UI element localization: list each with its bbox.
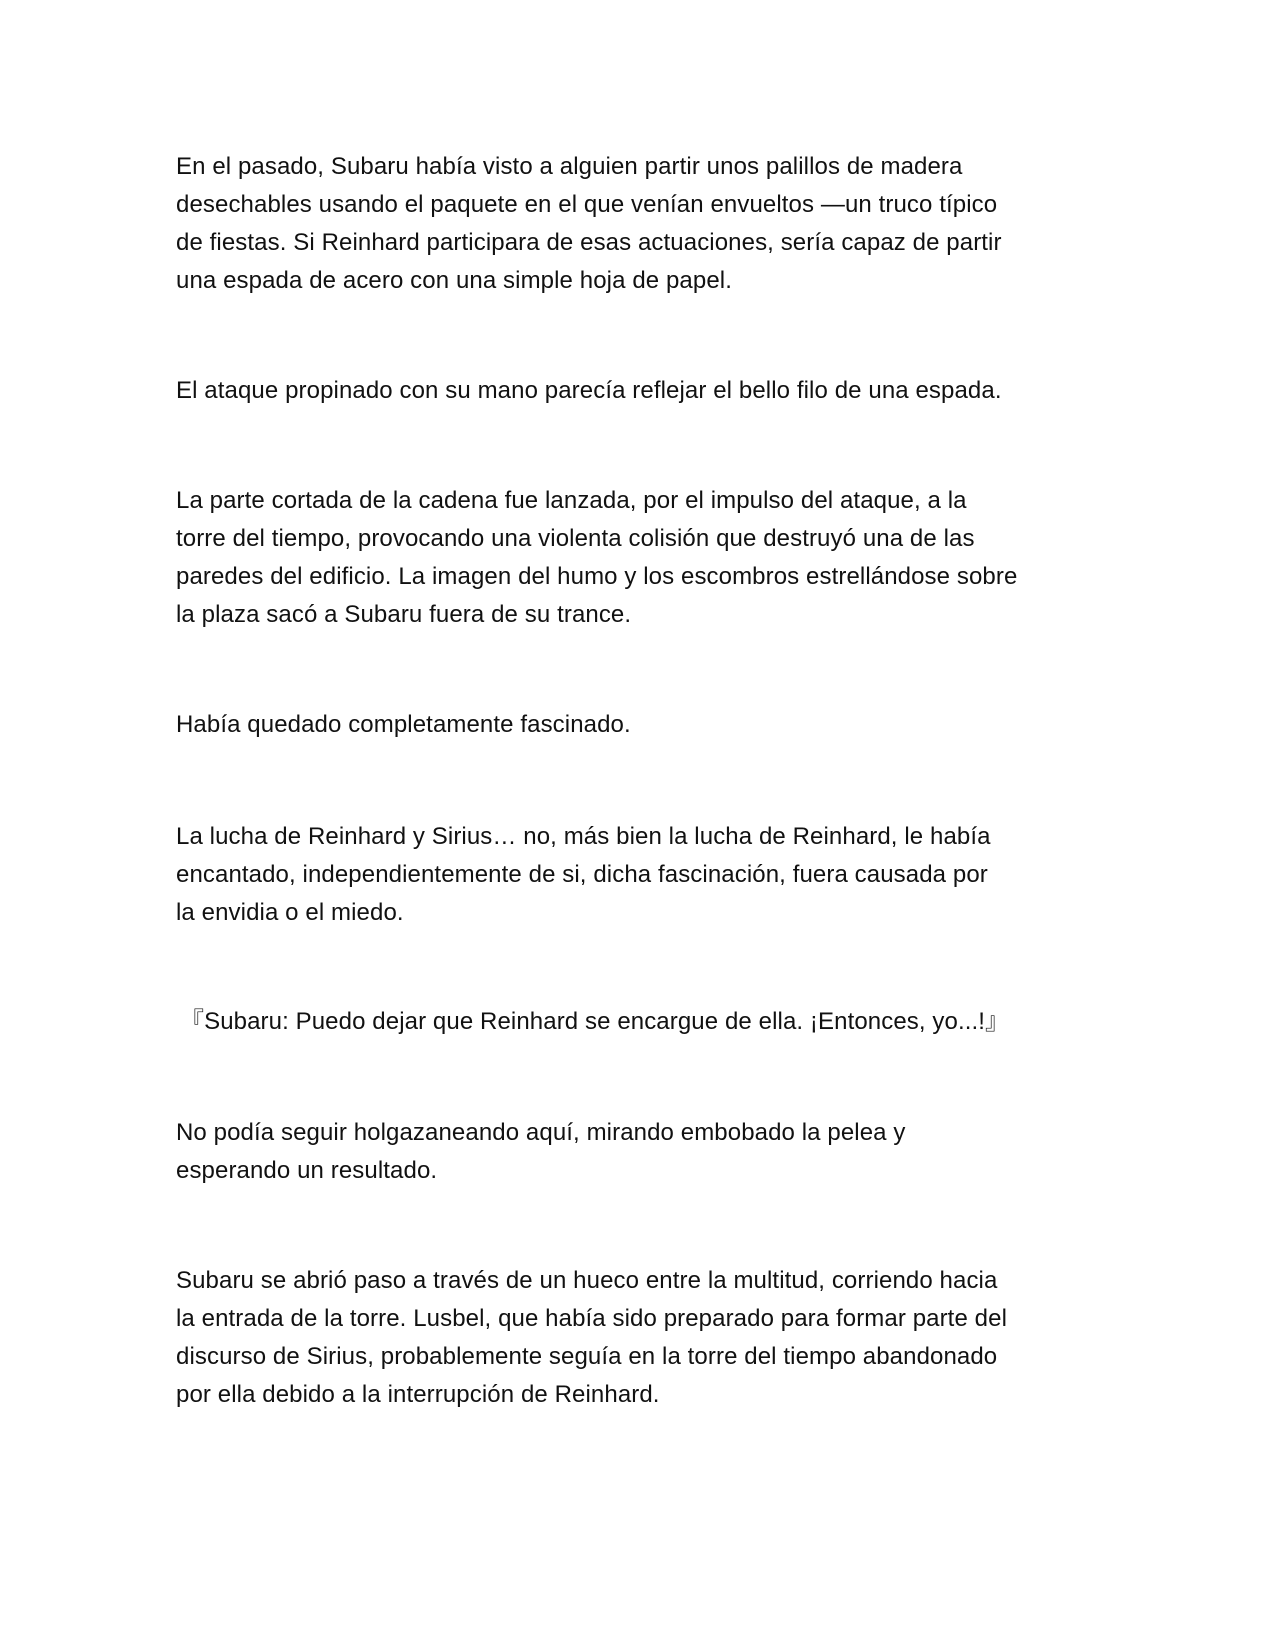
- paragraph-2: El ataque propinado con su mano parecía reflejar el bello filo de una espada.: [176, 377, 1002, 404]
- paragraph-3: La parte cortada de la cadena fue lanzada, por el impulso del ataque, a la torre del tiempo, provocando una violenta colisión que destruyó una de las paredes del edificio. La imagen del humo y los escombros estrellándose sobre la plaza sacó a Subaru fuera de su trance.: [176, 487, 1018, 628]
- paragraph-1: En el pasado, Subaru había visto a alguien partir unos palillos de madera desechables usando el paquete en el que venían envueltos —un truco típico de fiestas. Si Reinhard participara de esas actuaciones, sería capaz de partir una espada de acero con una simple hoja de papel.: [176, 153, 1002, 294]
- paragraph-7: No podía seguir holgazaneando aquí, mirando embobado la pelea y esperando un resultado.: [176, 1119, 906, 1184]
- dialogue-line: 『Subaru: Puedo dejar que Reinhard se encargue de ella. ¡Entonces, yo...!』: [180, 1008, 1010, 1035]
- paragraph-5: La lucha de Reinhard y Sirius… no, más bien la lucha de Reinhard, le había encantado, independientemente de si, dicha fascinación, fuera causada por la envidia o el miedo.: [176, 823, 991, 926]
- paragraph-8: Subaru se abrió paso a través de un hueco entre la multitud, corriendo hacia la entrada de la torre. Lusbel, que había sido preparado para formar parte del discurso de Sirius, probablemente seguía en la torre del tiempo abandonado por ella debido a la interrupción de Reinhard.: [176, 1267, 1007, 1408]
- paragraph-4: Había quedado completamente fascinado.: [176, 711, 631, 738]
